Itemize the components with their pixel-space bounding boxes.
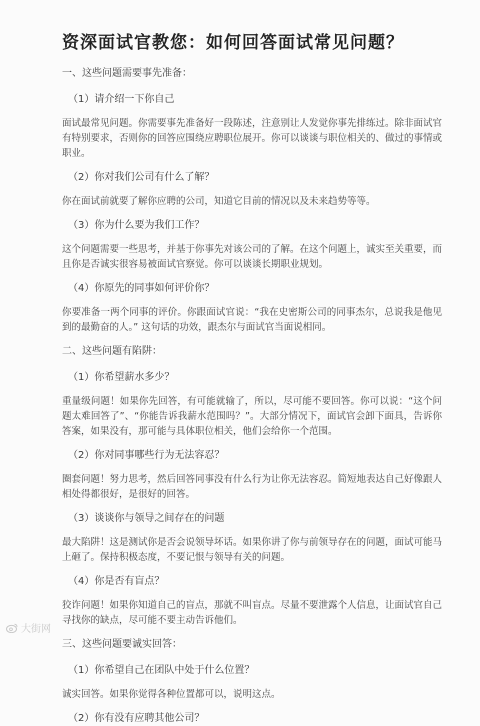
answer-introduce-yourself: 面试最常见问题。你需要事先准备好一段陈述，注意别让人发觉你事先排练过。除非面试官有特别要求，否则你的回答应围绕应聘职位展开。你可以谈谈与职位相关的、做过的事情或职业。 — [62, 118, 443, 159]
question-boss-problems: （3）谈谈你与领导之间存在的问题 — [68, 513, 225, 524]
answer-team-position: 诚实回答。如果你觉得各种位置都可以，说明这点。 — [62, 689, 281, 700]
answer-know-company: 你在面试前就要了解你应聘的公司，知道它目前的情况以及未来趋势等等。 — [62, 196, 376, 207]
answer-blind-spots: 狡诈问题！如果你知道自己的盲点，那就不叫盲点。尽量不要泄露个人信息，让面试官自己寻找你的缺点，尽可能不要主动告诉他们。 — [62, 600, 443, 626]
question-intolerable-behavior: （2）你对同事哪些行为无法容忍？ — [68, 450, 225, 461]
question-blind-spots: （4）你是否有盲点？ — [68, 576, 165, 587]
question-other-companies: （2）你有没有应聘其他公司？ — [68, 713, 205, 724]
question-know-company: （2）你对我们公司有什么了解？ — [68, 172, 215, 183]
watermark-text: 大街网 — [21, 624, 51, 635]
section-heading-traps: 二、这些问题有陷阱： — [62, 346, 162, 357]
question-salary: （1）你希望薪水多少？ — [68, 372, 175, 383]
answer-boss-problems: 最大陷阱！这是测试你是否会说领导坏话。如果你讲了你与前领导存在的问题，面试可能马上砸了。保持积极态度，不要记恨与领导有关的问题。 — [62, 537, 443, 563]
section-heading-prepare: 一、这些问题需要事先准备： — [62, 68, 192, 79]
weibo-icon — [6, 623, 18, 633]
question-team-position: （1）你希望自己在团队中处于什么位置？ — [68, 665, 255, 676]
question-why-work-here: （3）你为什么要为我们工作？ — [68, 220, 205, 231]
answer-salary: 重量级问题！如果你先回答，有可能就输了，所以，尽可能不要回答。你可以说：“这个问题太难回答了”、“你能告诉我薪水范围吗？”。大部分情况下，面试官会卸下面具，告诉你答案，如果没有，那可能与具体职位相关，他们会给你一个范围。 — [62, 396, 442, 437]
page-title: 资深面试官教您：如何回答面试常见问题？ — [62, 33, 404, 53]
question-colleague-evaluation: （4）你原先的同事如何评价你？ — [68, 283, 215, 294]
answer-intolerable-behavior: 圈套问题！努力思考，然后回答同事没有什么行为让你无法容忍。简短地表达自己好像跟人相处得都很好，是很好的回答。 — [62, 474, 443, 500]
answer-why-work-here: 这个问题需要一些思考，并基于你事先对该公司的了解。在这个问题上，诚实至关重要，而且你是否诚实很容易被面试官察觉。你可以谈谈长期职业规划。 — [62, 244, 443, 270]
section-heading-honest: 三、这些问题要诚实回答： — [62, 639, 182, 650]
watermark — [6, 620, 51, 635]
answer-colleague-evaluation: 你要准备一两个同事的评价。你跟面试官说：“我在史密斯公司的同事杰尔，总说我是他见到的最勤奋的人。” 这句话的功效，跟杰尔与面试官当面说相同。 — [62, 307, 442, 333]
question-introduce-yourself: （1）请介绍一下你自己 — [68, 94, 175, 105]
